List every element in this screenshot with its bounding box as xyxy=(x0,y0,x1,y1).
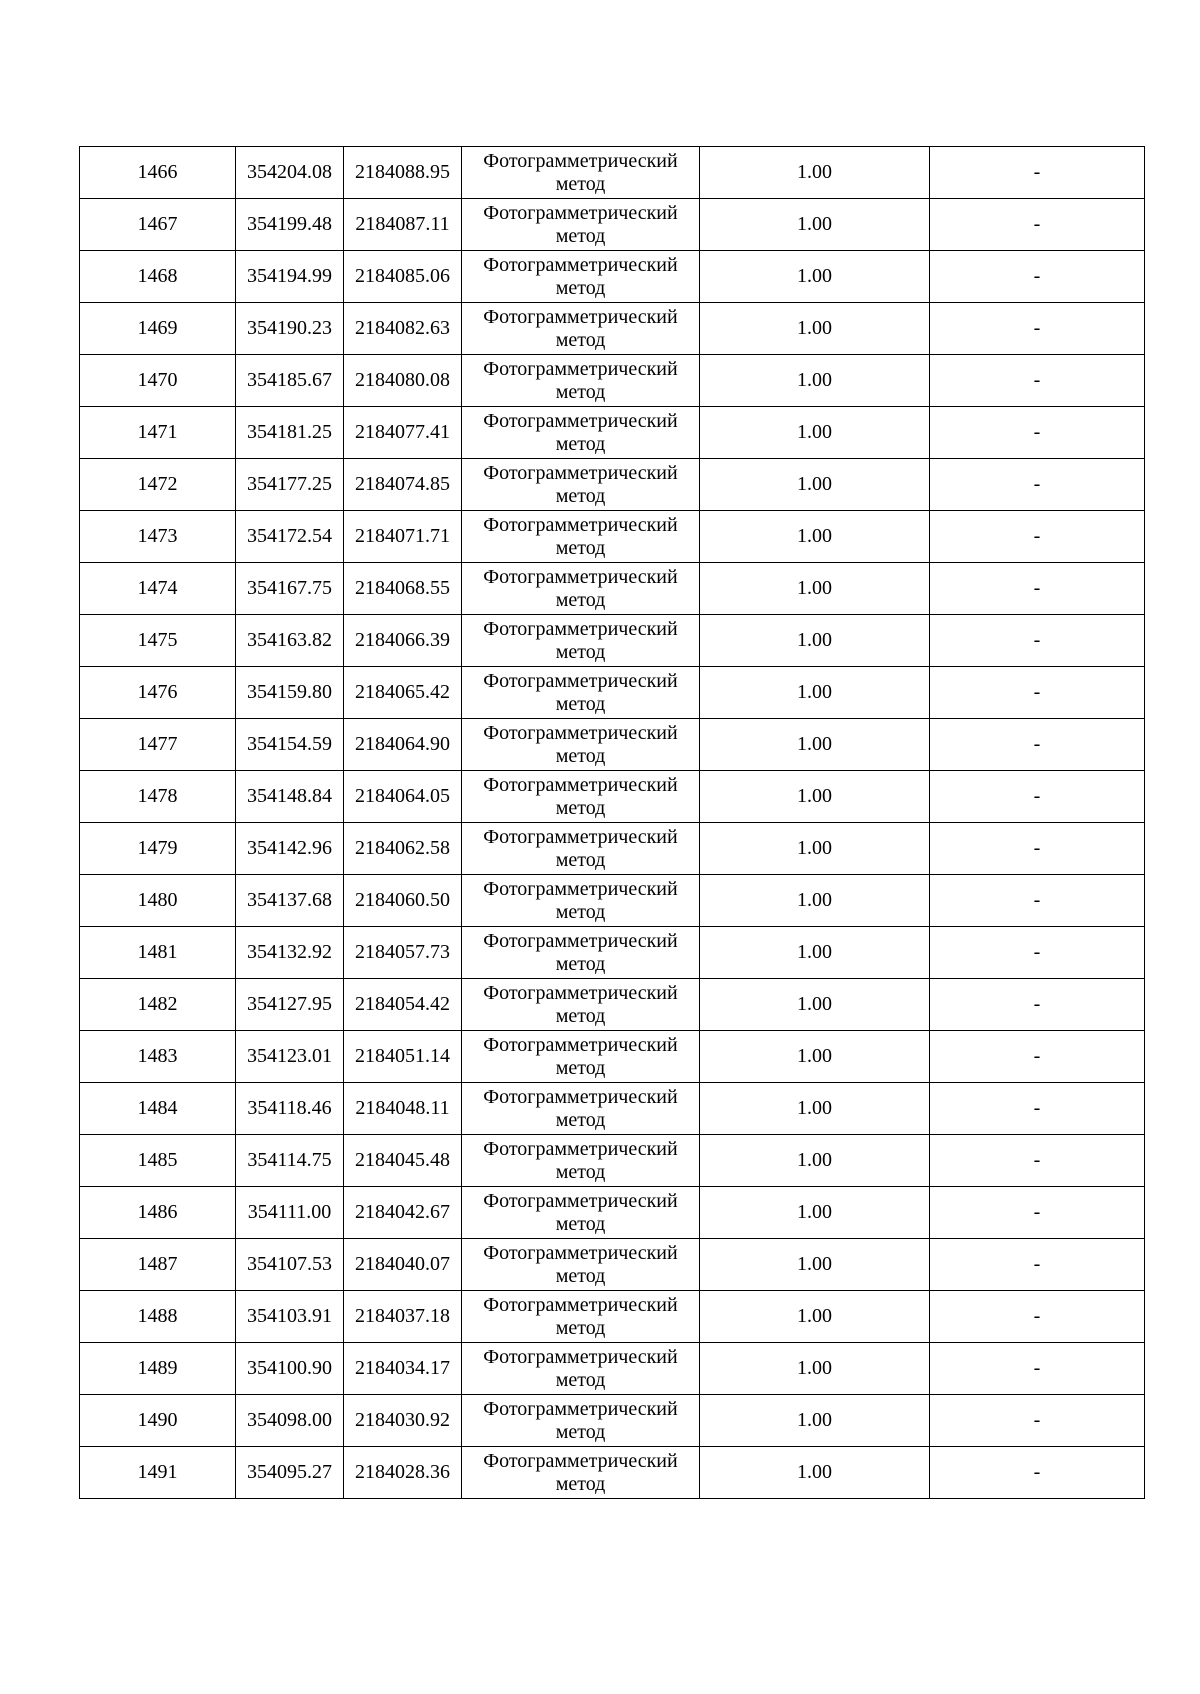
method-line-2: метод xyxy=(555,1004,606,1027)
point-number-cell: 1474 xyxy=(80,563,236,615)
method-line-2: метод xyxy=(555,1212,606,1235)
x-coordinate-cell: 354163.82 xyxy=(236,615,344,667)
method-line-1: Фотограмметрический xyxy=(483,1189,678,1212)
method-cell xyxy=(462,979,700,1031)
note-cell: - xyxy=(930,147,1145,199)
method-line-2: метод xyxy=(555,328,606,351)
method-line-2: метод xyxy=(555,484,606,507)
method-line-1: Фотограмметрический xyxy=(483,253,678,276)
method-line-1: Фотограмметрический xyxy=(483,305,678,328)
x-coordinate-cell: 354137.68 xyxy=(236,875,344,927)
point-number-cell: 1471 xyxy=(80,407,236,459)
method-line-2: метод xyxy=(555,276,606,299)
note-cell: - xyxy=(930,1135,1145,1187)
method-line-1: Фотограмметрический xyxy=(483,1241,678,1264)
accuracy-cell: 1.00 xyxy=(700,251,930,303)
note-cell: - xyxy=(930,1395,1145,1447)
method-line-2: метод xyxy=(555,224,606,247)
y-coordinate-cell: 2184085.06 xyxy=(344,251,462,303)
method-line-1: Фотограмметрический xyxy=(483,1293,678,1316)
method-line-1: Фотограмметрический xyxy=(483,1345,678,1368)
note-cell: - xyxy=(930,1031,1145,1083)
point-number-cell: 1487 xyxy=(80,1239,236,1291)
method-cell xyxy=(462,303,700,355)
method-line-1: Фотограмметрический xyxy=(483,1137,678,1160)
method-cell xyxy=(462,1447,700,1499)
method-line-2: метод xyxy=(555,1420,606,1443)
y-coordinate-cell: 2184054.42 xyxy=(344,979,462,1031)
method-line-2: метод xyxy=(555,536,606,559)
method-line-1: Фотограмметрический xyxy=(483,669,678,692)
method-line-1: Фотограмметрический xyxy=(483,825,678,848)
point-number-cell: 1479 xyxy=(80,823,236,875)
accuracy-cell: 1.00 xyxy=(700,355,930,407)
table-row xyxy=(80,875,1145,927)
method-cell xyxy=(462,927,700,979)
y-coordinate-cell: 2184065.42 xyxy=(344,667,462,719)
table-row xyxy=(80,511,1145,563)
method-line-2: метод xyxy=(555,1316,606,1339)
coordinates-table xyxy=(79,146,1145,1499)
y-coordinate-cell: 2184066.39 xyxy=(344,615,462,667)
accuracy-cell: 1.00 xyxy=(700,511,930,563)
point-number-cell: 1477 xyxy=(80,719,236,771)
method-line-1: Фотограмметрический xyxy=(483,617,678,640)
note-cell: - xyxy=(930,615,1145,667)
method-line-1: Фотограмметрический xyxy=(483,565,678,588)
method-cell xyxy=(462,1187,700,1239)
note-cell: - xyxy=(930,251,1145,303)
table-row xyxy=(80,667,1145,719)
accuracy-cell: 1.00 xyxy=(700,719,930,771)
y-coordinate-cell: 2184064.05 xyxy=(344,771,462,823)
y-coordinate-cell: 2184060.50 xyxy=(344,875,462,927)
method-cell xyxy=(462,1239,700,1291)
method-line-1: Фотограмметрический xyxy=(483,513,678,536)
y-coordinate-cell: 2184051.14 xyxy=(344,1031,462,1083)
method-cell xyxy=(462,1135,700,1187)
table-row xyxy=(80,563,1145,615)
x-coordinate-cell: 354111.00 xyxy=(236,1187,344,1239)
y-coordinate-cell: 2184040.07 xyxy=(344,1239,462,1291)
method-line-1: Фотограмметрический xyxy=(483,357,678,380)
accuracy-cell: 1.00 xyxy=(700,667,930,719)
point-number-cell: 1488 xyxy=(80,1291,236,1343)
x-coordinate-cell: 354114.75 xyxy=(236,1135,344,1187)
x-coordinate-cell: 354148.84 xyxy=(236,771,344,823)
method-cell xyxy=(462,615,700,667)
method-line-1: Фотограмметрический xyxy=(483,409,678,432)
method-line-2: метод xyxy=(555,1368,606,1391)
accuracy-cell: 1.00 xyxy=(700,147,930,199)
accuracy-cell: 1.00 xyxy=(700,1291,930,1343)
point-number-cell: 1489 xyxy=(80,1343,236,1395)
table-row xyxy=(80,147,1145,199)
accuracy-cell: 1.00 xyxy=(700,459,930,511)
note-cell: - xyxy=(930,667,1145,719)
accuracy-cell: 1.00 xyxy=(700,1135,930,1187)
accuracy-cell: 1.00 xyxy=(700,199,930,251)
point-number-cell: 1475 xyxy=(80,615,236,667)
method-line-1: Фотограмметрический xyxy=(483,1397,678,1420)
method-cell xyxy=(462,1083,700,1135)
method-line-1: Фотограмметрический xyxy=(483,773,678,796)
table-row xyxy=(80,719,1145,771)
accuracy-cell: 1.00 xyxy=(700,563,930,615)
x-coordinate-cell: 354098.00 xyxy=(236,1395,344,1447)
method-cell xyxy=(462,719,700,771)
method-line-2: метод xyxy=(555,1160,606,1183)
note-cell: - xyxy=(930,979,1145,1031)
method-line-2: метод xyxy=(555,692,606,715)
method-line-1: Фотограмметрический xyxy=(483,877,678,900)
table-row xyxy=(80,251,1145,303)
method-cell xyxy=(462,407,700,459)
accuracy-cell: 1.00 xyxy=(700,1031,930,1083)
note-cell: - xyxy=(930,355,1145,407)
note-cell: - xyxy=(930,303,1145,355)
note-cell: - xyxy=(930,407,1145,459)
method-cell xyxy=(462,771,700,823)
table-row xyxy=(80,1447,1145,1499)
x-coordinate-cell: 354127.95 xyxy=(236,979,344,1031)
accuracy-cell: 1.00 xyxy=(700,615,930,667)
method-cell xyxy=(462,459,700,511)
method-cell xyxy=(462,1031,700,1083)
method-line-2: метод xyxy=(555,848,606,871)
method-cell xyxy=(462,199,700,251)
point-number-cell: 1483 xyxy=(80,1031,236,1083)
point-number-cell: 1467 xyxy=(80,199,236,251)
x-coordinate-cell: 354107.53 xyxy=(236,1239,344,1291)
x-coordinate-cell: 354167.75 xyxy=(236,563,344,615)
method-cell xyxy=(462,1343,700,1395)
method-line-2: метод xyxy=(555,1108,606,1131)
note-cell: - xyxy=(930,1291,1145,1343)
y-coordinate-cell: 2184062.58 xyxy=(344,823,462,875)
note-cell: - xyxy=(930,1447,1145,1499)
x-coordinate-cell: 354185.67 xyxy=(236,355,344,407)
x-coordinate-cell: 354181.25 xyxy=(236,407,344,459)
accuracy-cell: 1.00 xyxy=(700,1343,930,1395)
accuracy-cell: 1.00 xyxy=(700,875,930,927)
point-number-cell: 1490 xyxy=(80,1395,236,1447)
point-number-cell: 1476 xyxy=(80,667,236,719)
x-coordinate-cell: 354199.48 xyxy=(236,199,344,251)
x-coordinate-cell: 354159.80 xyxy=(236,667,344,719)
accuracy-cell: 1.00 xyxy=(700,927,930,979)
method-cell xyxy=(462,511,700,563)
method-line-2: метод xyxy=(555,172,606,195)
table-row xyxy=(80,355,1145,407)
x-coordinate-cell: 354204.08 xyxy=(236,147,344,199)
note-cell: - xyxy=(930,1239,1145,1291)
y-coordinate-cell: 2184037.18 xyxy=(344,1291,462,1343)
method-line-2: метод xyxy=(555,744,606,767)
method-cell xyxy=(462,875,700,927)
x-coordinate-cell: 354154.59 xyxy=(236,719,344,771)
y-coordinate-cell: 2184028.36 xyxy=(344,1447,462,1499)
accuracy-cell: 1.00 xyxy=(700,1395,930,1447)
method-line-1: Фотограмметрический xyxy=(483,981,678,1004)
x-coordinate-cell: 354190.23 xyxy=(236,303,344,355)
method-line-1: Фотограмметрический xyxy=(483,929,678,952)
method-line-2: метод xyxy=(555,380,606,403)
y-coordinate-cell: 2184071.71 xyxy=(344,511,462,563)
point-number-cell: 1484 xyxy=(80,1083,236,1135)
x-coordinate-cell: 354172.54 xyxy=(236,511,344,563)
table-row xyxy=(80,1395,1145,1447)
point-number-cell: 1468 xyxy=(80,251,236,303)
note-cell: - xyxy=(930,875,1145,927)
y-coordinate-cell: 2184068.55 xyxy=(344,563,462,615)
point-number-cell: 1485 xyxy=(80,1135,236,1187)
point-number-cell: 1482 xyxy=(80,979,236,1031)
point-number-cell: 1480 xyxy=(80,875,236,927)
note-cell: - xyxy=(930,823,1145,875)
method-cell xyxy=(462,563,700,615)
method-line-1: Фотограмметрический xyxy=(483,461,678,484)
table-row xyxy=(80,823,1145,875)
table-row xyxy=(80,927,1145,979)
method-line-2: метод xyxy=(555,1056,606,1079)
x-coordinate-cell: 354194.99 xyxy=(236,251,344,303)
note-cell: - xyxy=(930,927,1145,979)
point-number-cell: 1472 xyxy=(80,459,236,511)
note-cell: - xyxy=(930,459,1145,511)
method-cell xyxy=(462,147,700,199)
note-cell: - xyxy=(930,719,1145,771)
method-line-1: Фотограмметрический xyxy=(483,201,678,224)
method-cell xyxy=(462,667,700,719)
y-coordinate-cell: 2184082.63 xyxy=(344,303,462,355)
note-cell: - xyxy=(930,1187,1145,1239)
accuracy-cell: 1.00 xyxy=(700,1239,930,1291)
table-row xyxy=(80,1343,1145,1395)
x-coordinate-cell: 354177.25 xyxy=(236,459,344,511)
y-coordinate-cell: 2184034.17 xyxy=(344,1343,462,1395)
point-number-cell: 1486 xyxy=(80,1187,236,1239)
y-coordinate-cell: 2184057.73 xyxy=(344,927,462,979)
accuracy-cell: 1.00 xyxy=(700,407,930,459)
y-coordinate-cell: 2184042.67 xyxy=(344,1187,462,1239)
table-row xyxy=(80,1187,1145,1239)
table-row xyxy=(80,303,1145,355)
y-coordinate-cell: 2184074.85 xyxy=(344,459,462,511)
method-line-2: метод xyxy=(555,432,606,455)
accuracy-cell: 1.00 xyxy=(700,979,930,1031)
method-cell xyxy=(462,355,700,407)
point-number-cell: 1466 xyxy=(80,147,236,199)
x-coordinate-cell: 354103.91 xyxy=(236,1291,344,1343)
table-row xyxy=(80,1135,1145,1187)
method-line-2: метод xyxy=(555,588,606,611)
table-row xyxy=(80,1239,1145,1291)
method-line-1: Фотограмметрический xyxy=(483,721,678,744)
table-row xyxy=(80,979,1145,1031)
accuracy-cell: 1.00 xyxy=(700,1187,930,1239)
note-cell: - xyxy=(930,511,1145,563)
point-number-cell: 1491 xyxy=(80,1447,236,1499)
note-cell: - xyxy=(930,771,1145,823)
method-line-2: метод xyxy=(555,952,606,975)
x-coordinate-cell: 354095.27 xyxy=(236,1447,344,1499)
method-line-1: Фотограмметрический xyxy=(483,1449,678,1472)
method-cell xyxy=(462,1291,700,1343)
x-coordinate-cell: 354118.46 xyxy=(236,1083,344,1135)
note-cell: - xyxy=(930,563,1145,615)
table-row xyxy=(80,1083,1145,1135)
y-coordinate-cell: 2184077.41 xyxy=(344,407,462,459)
point-number-cell: 1478 xyxy=(80,771,236,823)
x-coordinate-cell: 354132.92 xyxy=(236,927,344,979)
method-cell xyxy=(462,823,700,875)
point-number-cell: 1469 xyxy=(80,303,236,355)
table-row xyxy=(80,459,1145,511)
method-line-2: метод xyxy=(555,900,606,923)
table-row xyxy=(80,407,1145,459)
table-row xyxy=(80,1291,1145,1343)
y-coordinate-cell: 2184045.48 xyxy=(344,1135,462,1187)
table-row xyxy=(80,199,1145,251)
x-coordinate-cell: 354142.96 xyxy=(236,823,344,875)
note-cell: - xyxy=(930,199,1145,251)
y-coordinate-cell: 2184088.95 xyxy=(344,147,462,199)
method-line-1: Фотограмметрический xyxy=(483,149,678,172)
method-line-2: метод xyxy=(555,1264,606,1287)
x-coordinate-cell: 354123.01 xyxy=(236,1031,344,1083)
y-coordinate-cell: 2184030.92 xyxy=(344,1395,462,1447)
point-number-cell: 1470 xyxy=(80,355,236,407)
accuracy-cell: 1.00 xyxy=(700,1447,930,1499)
x-coordinate-cell: 354100.90 xyxy=(236,1343,344,1395)
accuracy-cell: 1.00 xyxy=(700,1083,930,1135)
accuracy-cell: 1.00 xyxy=(700,771,930,823)
table-body xyxy=(80,147,1145,1499)
method-line-2: метод xyxy=(555,640,606,663)
y-coordinate-cell: 2184080.08 xyxy=(344,355,462,407)
table-row xyxy=(80,1031,1145,1083)
y-coordinate-cell: 2184064.90 xyxy=(344,719,462,771)
method-line-1: Фотограмметрический xyxy=(483,1033,678,1056)
accuracy-cell: 1.00 xyxy=(700,823,930,875)
point-number-cell: 1481 xyxy=(80,927,236,979)
note-cell: - xyxy=(930,1343,1145,1395)
accuracy-cell: 1.00 xyxy=(700,303,930,355)
y-coordinate-cell: 2184087.11 xyxy=(344,199,462,251)
table-row xyxy=(80,771,1145,823)
method-line-2: метод xyxy=(555,796,606,819)
table-row xyxy=(80,615,1145,667)
y-coordinate-cell: 2184048.11 xyxy=(344,1083,462,1135)
note-cell: - xyxy=(930,1083,1145,1135)
method-line-1: Фотограмметрический xyxy=(483,1085,678,1108)
method-line-2: метод xyxy=(555,1472,606,1495)
point-number-cell: 1473 xyxy=(80,511,236,563)
method-cell xyxy=(462,1395,700,1447)
method-cell xyxy=(462,251,700,303)
